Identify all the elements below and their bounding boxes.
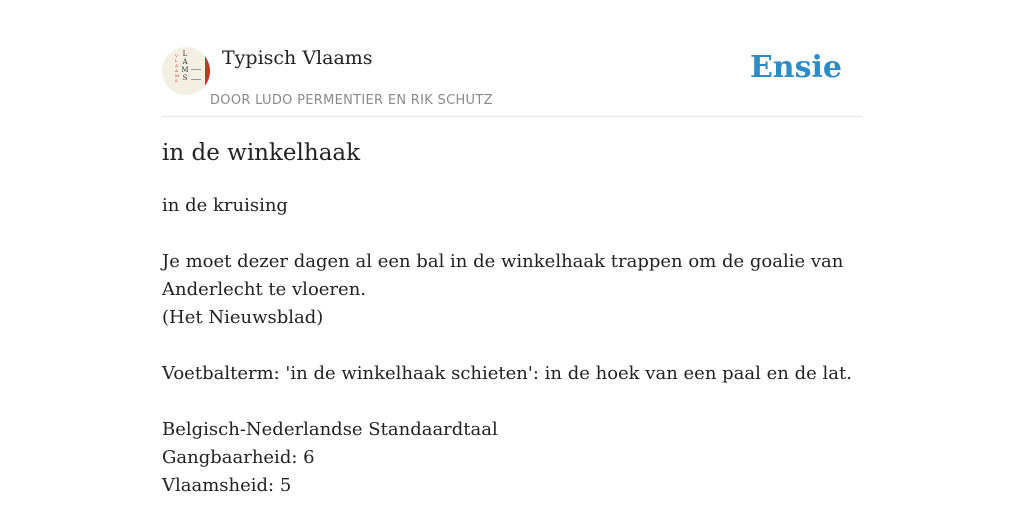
authors-byline: DOOR LUDO PERMENTIER EN RIK SCHUTZ xyxy=(210,93,493,108)
book-title-link[interactable]: Typisch Vlaams xyxy=(222,47,373,69)
ensie-logo-link[interactable]: Ensie xyxy=(749,50,842,85)
cover-fineprint xyxy=(191,69,201,80)
entry-term: in de winkelhaak xyxy=(162,140,361,166)
example-source: (Het Nieuwsblad) xyxy=(162,307,324,328)
example-line-1: Je moet dezer dagen al een bal in de winkelhaak trappen om de goalie van xyxy=(162,251,844,272)
book-cover-avatar[interactable] xyxy=(162,47,210,95)
cover-letters: L A M S xyxy=(181,50,189,82)
entry-definition: in de kruising xyxy=(162,195,288,216)
entry-vlaamsheid: Vlaamsheid: 5 xyxy=(162,475,292,496)
entry-meta xyxy=(162,416,862,500)
header xyxy=(162,44,862,117)
cover-red-letters: V L A A M S xyxy=(175,53,180,83)
entry-standard: Belgisch-Nederlandse Standaardtaal xyxy=(162,419,498,440)
entry-example xyxy=(162,248,862,332)
cover-red-stripe xyxy=(205,47,210,95)
entry-body xyxy=(162,192,862,512)
example-line-2: Anderlecht te vloeren. xyxy=(162,279,367,300)
entry-gangbaarheid: Gangbaarheid: 6 xyxy=(162,447,315,468)
entry-note: Voetbalterm: 'in de winkelhaak schieten': in de hoek van een paal en de lat. xyxy=(162,363,852,384)
